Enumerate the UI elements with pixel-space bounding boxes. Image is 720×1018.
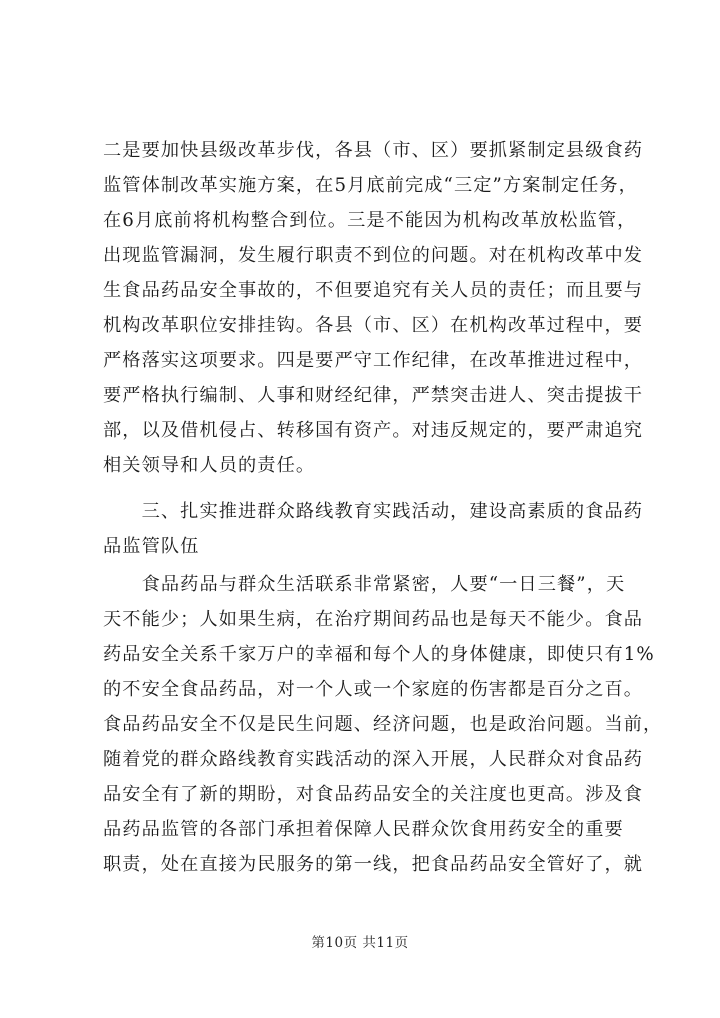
text-line: 出现监管漏洞，发生履行职责不到位的问题。对在机构改革中发: [103, 245, 644, 266]
text-line: 职责，处在直接为民服务的第一线，把食品药品安全管好了，就: [103, 854, 644, 875]
text-line: 随着党的群众路线教育实践活动的深入开展，人民群众对食品药: [103, 749, 644, 770]
text-line: 二是要加快县级改革步伐，各县（市、区）要抓紧制定县级食药: [103, 140, 644, 161]
text-line: 食品药品安全不仅是民生问题、经济问题，也是政治问题。当前，: [103, 714, 663, 735]
section-heading-line: 三、扎实推进群众路线教育实践活动，建设高素质的食品药: [103, 501, 644, 522]
text-line: 品安全有了新的期盼，对食品药品安全的关注度也更高。涉及食: [103, 784, 644, 805]
text-line: 食品药品与群众生活联系非常紧密，人要“一日三餐”，天: [103, 574, 626, 595]
text-line: 天不能少；人如果生病，在治疗期间药品也是每天不能少。食品: [103, 609, 644, 630]
section-heading-line: 品监管队伍: [103, 536, 200, 557]
text-line: 药品安全关系千家万户的幸福和每个人的身体健康，即使只有1%: [103, 644, 655, 665]
text-line: 机构改革职位安排挂钩。各县（市、区）在机构改革过程中，要: [103, 315, 644, 336]
text-line: 部，以及借机侵占、转移国有资产。对违反规定的，要严肃追究: [103, 420, 644, 441]
text-line: 相关领导和人员的责任。: [103, 455, 316, 476]
page-number-footer: 第10页 共11页: [311, 935, 409, 951]
text-line: 的不安全食品药品，对一个人或一个家庭的伤害都是百分之百。: [103, 679, 644, 700]
text-line: 要严格执行编制、人事和财经纪律，严禁突击进人、突击提拔干: [103, 385, 644, 406]
text-line: 品药品监管的各部门承担着保障人民群众饮食用药安全的重要: [103, 819, 624, 840]
text-line: 在6月底前将机构整合到位。三是不能因为机构改革放松监管，: [103, 210, 637, 231]
text-line: 生食品药品安全事故的，不但要追究有关人员的责任；而且要与: [103, 280, 644, 301]
text-line: 严格落实这项要求。四是要严守工作纪律，在改革推进过程中，: [103, 350, 644, 371]
text-line: 监管体制改革实施方案，在5月底前完成“三定”方案制定任务，: [103, 175, 638, 196]
